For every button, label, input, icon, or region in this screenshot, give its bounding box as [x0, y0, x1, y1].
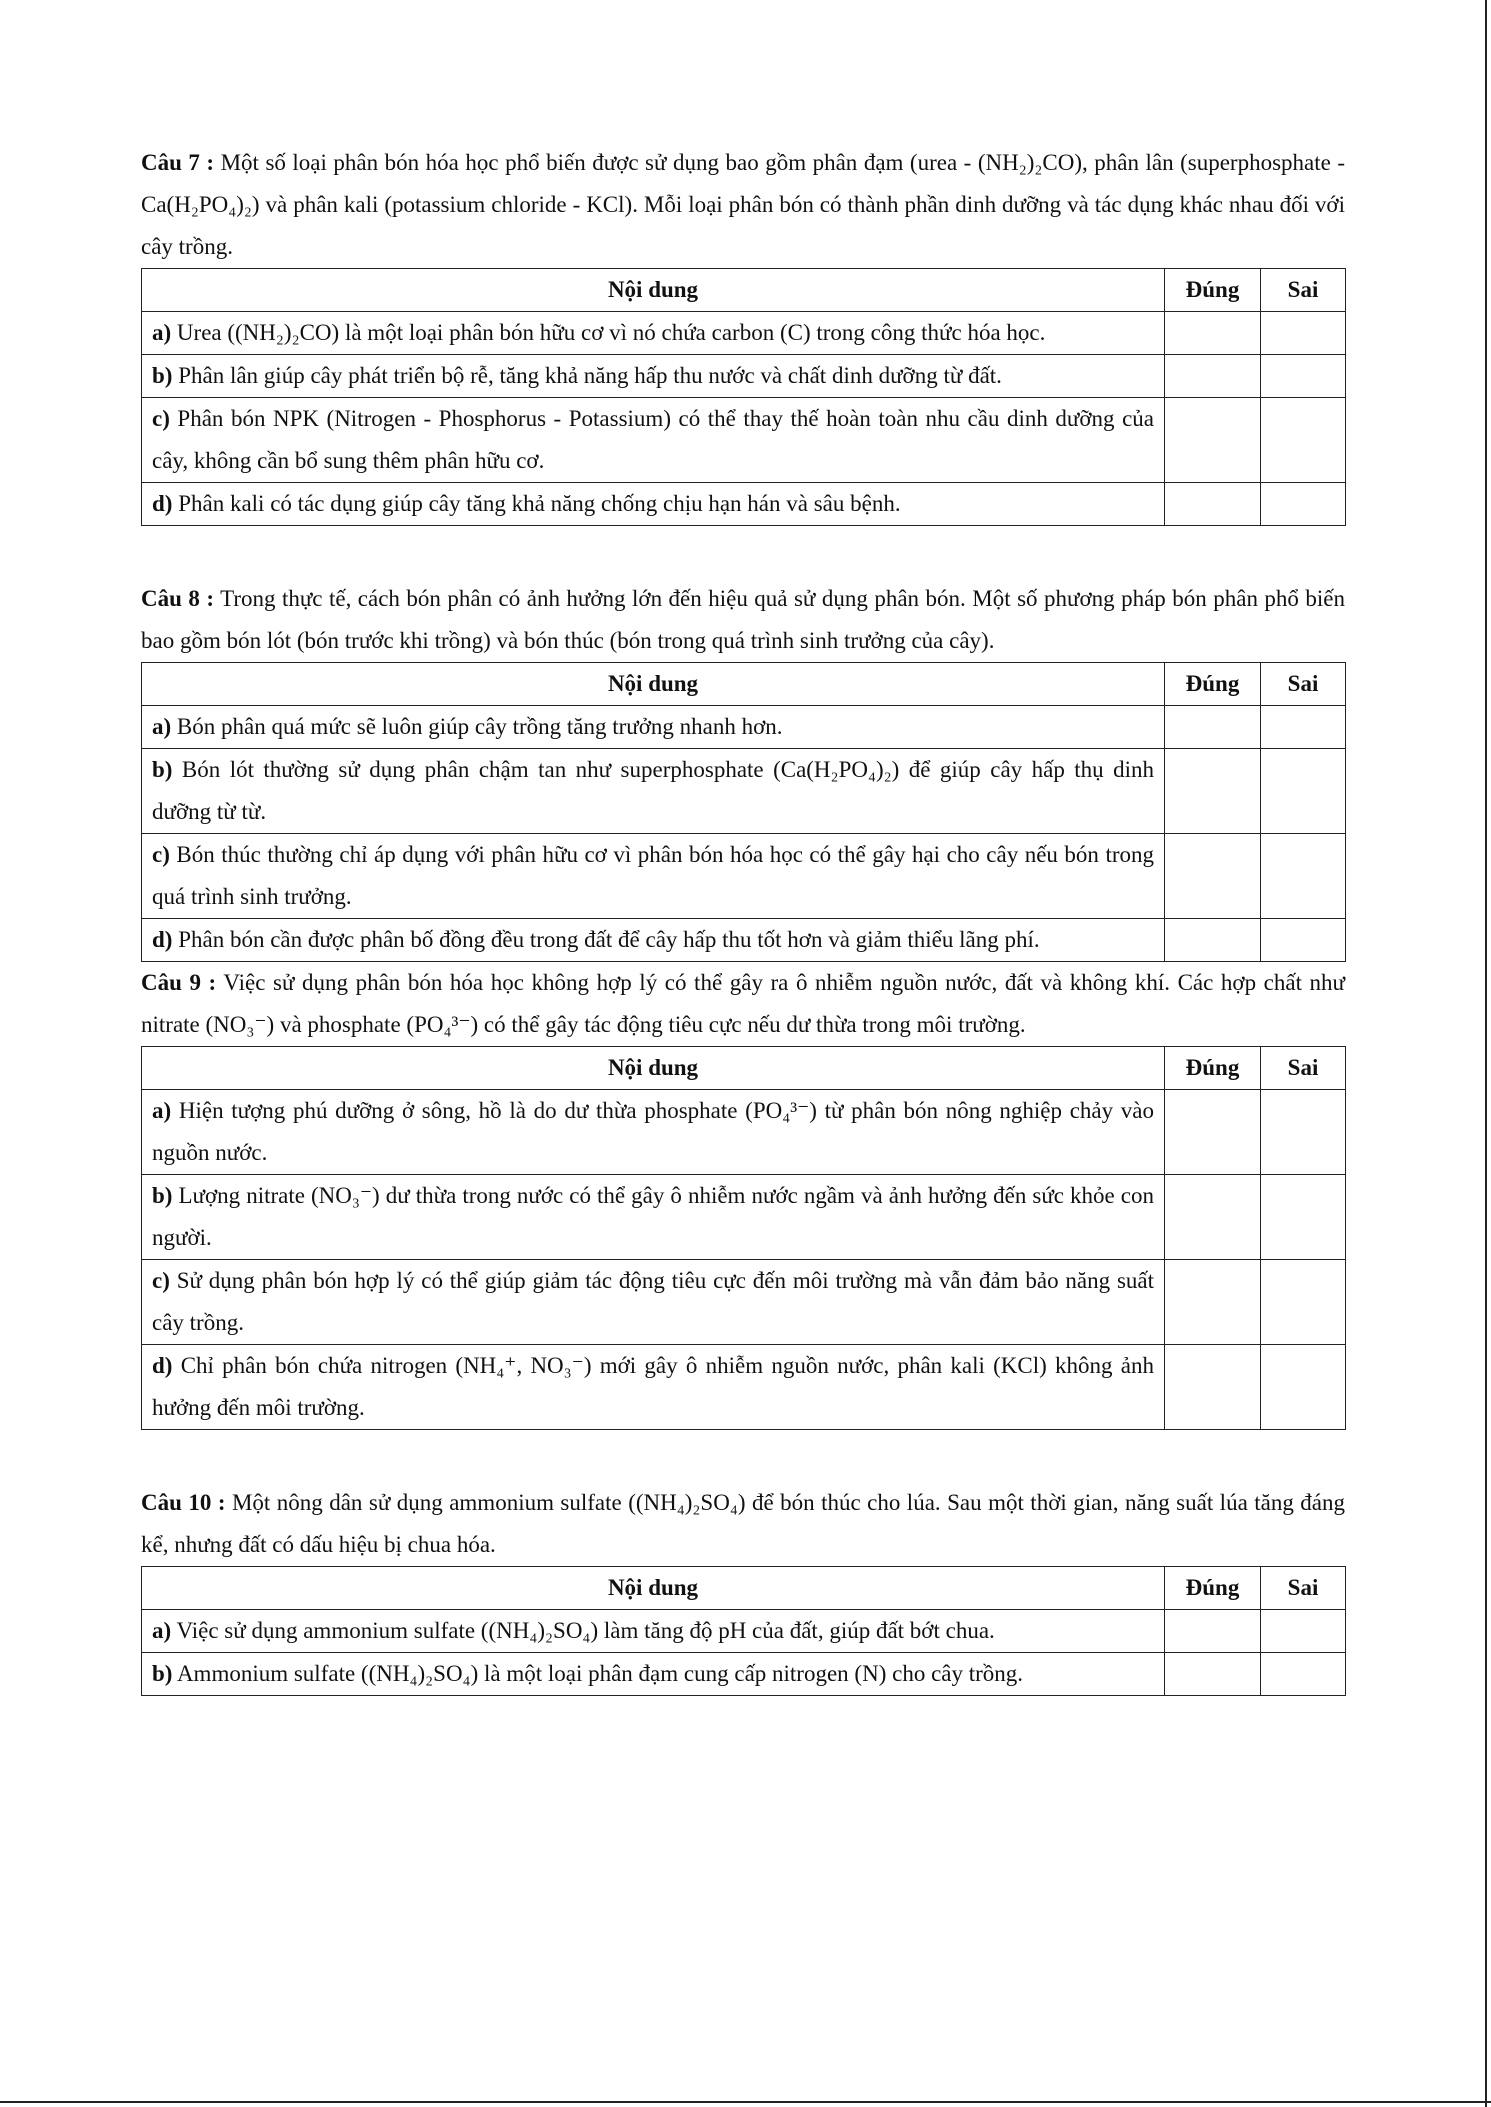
answer-false-cell[interactable] [1261, 1653, 1346, 1696]
statement-key: a) [152, 1098, 172, 1123]
header-true: Đúng [1165, 269, 1261, 312]
table-header-row [142, 269, 1346, 312]
table-row [142, 483, 1346, 526]
statement-text: Ammonium sulfate ((NH₄)₂SO₄) là một loại phân đạm cung cấp nitrogen (N) cho cây trồng. [176, 1661, 1024, 1686]
statement-cell [142, 1610, 1165, 1653]
statement-key: b) [152, 757, 173, 782]
question-7-table [141, 268, 1346, 526]
answer-true-cell[interactable] [1165, 1610, 1261, 1653]
statement-text: Bón lót thường sử dụng phân chậm tan như superphosphate (Ca(H₂PO₄)₂) để giúp cây hấp thụ dinh dưỡng từ từ. [152, 757, 1154, 824]
statement-text: Phân bón NPK (Nitrogen - Phosphorus - Potassium) có thể thay thế hoàn toàn nhu cầu dinh dưỡng của cây, không cần bổ sung thêm phân hữu cơ. [152, 406, 1155, 473]
question-9-table [141, 1046, 1346, 1430]
question-text: Trong thực tế, cách bón phân có ảnh hưởng lớn đến hiệu quả sử dụng phân bón. Một số phương pháp bón phân phổ biến bao gồm bón lót (bón trước khi trồng) và bón thúc (bón trong quá trình sinh trưởng của cây). [141, 586, 1345, 653]
statement-text: Urea ((NH₂)₂CO) là một loại phân bón hữu cơ vì nó chứa carbon (C) trong công thức hóa học. [176, 320, 1046, 345]
header-false: Sai [1261, 1567, 1346, 1610]
statement-cell [142, 398, 1165, 483]
question-10-stem [141, 1482, 1345, 1566]
statement-key: a) [152, 320, 172, 345]
statement-key: d) [152, 491, 173, 516]
statement-text: Sử dụng phân bón hợp lý có thể giúp giảm tác động tiêu cực đến môi trường mà vẫn đảm bảo năng suất cây trồng. [152, 1268, 1155, 1335]
answer-true-cell[interactable] [1165, 1345, 1261, 1430]
statement-text: Lượng nitrate (NO₃⁻) dư thừa trong nước có thể gây ô nhiễm nước ngầm và ảnh hưởng đến sức khỏe con người. [152, 1183, 1155, 1250]
question-8-stem [141, 578, 1345, 662]
answer-false-cell[interactable] [1261, 1260, 1346, 1345]
table-row [142, 1653, 1346, 1696]
statement-text: Phân bón cần được phân bố đồng đều trong đất để cây hấp thu tốt hơn và giảm thiểu lãng phí. [178, 927, 1040, 952]
statement-cell [142, 1260, 1165, 1345]
header-content: Nội dung [142, 1047, 1165, 1090]
question-8-table [141, 662, 1346, 962]
statement-text: Hiện tượng phú dưỡng ở sông, hồ là do dư thừa phosphate (PO₄³⁻) từ phân bón nông nghiệp chảy vào nguồn nước. [152, 1098, 1155, 1165]
answer-false-cell[interactable] [1261, 1610, 1346, 1653]
statement-key: d) [152, 927, 173, 952]
statement-text: Chỉ phân bón chứa nitrogen (NH₄⁺, NO₃⁻) mới gây ô nhiễm nguồn nước, phân kali (KCl) không ảnh hưởng đến môi trường. [152, 1353, 1154, 1420]
document-content [141, 142, 1345, 1696]
statement-text: Phân kali có tác dụng giúp cây tăng khả năng chống chịu hạn hán và sâu bệnh. [178, 491, 901, 516]
answer-true-cell[interactable] [1165, 749, 1261, 834]
table-row [142, 1610, 1346, 1653]
table-row [142, 312, 1346, 355]
question-text: Một nông dân sử dụng ammonium sulfate ((NH₄)₂SO₄) để bón thúc cho lúa. Sau một thời gian, năng suất lúa tăng đáng kể, nhưng đất có dấu hiệu bị chua hóa. [141, 1490, 1346, 1557]
statement-cell [142, 483, 1165, 526]
statement-cell [142, 919, 1165, 962]
table-row [142, 1175, 1346, 1260]
statement-key: a) [152, 1618, 172, 1643]
statement-key: c) [152, 842, 170, 867]
statement-key: b) [152, 363, 173, 388]
answer-true-cell[interactable] [1165, 483, 1261, 526]
table-row [142, 398, 1346, 483]
answer-true-cell[interactable] [1165, 355, 1261, 398]
question-label: Câu 8 : [141, 586, 215, 611]
answer-false-cell[interactable] [1261, 1175, 1346, 1260]
statement-text: Bón thúc thường chỉ áp dụng với phân hữu cơ vì phân bón hóa học có thể gây hại cho cây nếu bón trong quá trình sinh trưởng. [152, 842, 1154, 909]
answer-false-cell[interactable] [1261, 1345, 1346, 1430]
answer-true-cell[interactable] [1165, 919, 1261, 962]
header-content: Nội dung [142, 269, 1165, 312]
answer-false-cell[interactable] [1261, 749, 1346, 834]
answer-true-cell[interactable] [1165, 1175, 1261, 1260]
table-header-row [142, 1047, 1346, 1090]
page-edge-right [1485, 0, 1487, 2107]
answer-true-cell[interactable] [1165, 834, 1261, 919]
header-true: Đúng [1165, 663, 1261, 706]
table-row [142, 1090, 1346, 1175]
table-row [142, 1260, 1346, 1345]
statement-cell [142, 355, 1165, 398]
table-row [142, 749, 1346, 834]
statement-cell [142, 834, 1165, 919]
header-true: Đúng [1165, 1567, 1261, 1610]
answer-true-cell[interactable] [1165, 312, 1261, 355]
table-row [142, 355, 1346, 398]
answer-false-cell[interactable] [1261, 312, 1346, 355]
question-label: Câu 7 : [141, 150, 215, 175]
statement-cell [142, 1175, 1165, 1260]
header-content: Nội dung [142, 663, 1165, 706]
answer-true-cell[interactable] [1165, 1653, 1261, 1696]
statement-cell [142, 1090, 1165, 1175]
table-row [142, 1345, 1346, 1430]
header-true: Đúng [1165, 1047, 1261, 1090]
question-text: Một số loại phân bón hóa học phổ biến được sử dụng bao gồm phân đạm (urea - (NH₂)₂CO), phân lân (superphosphate - Ca(H₂PO₄)₂) và phân kali (potassium chloride - KCl). Mỗi loại phân bón có thành phần dinh dưỡng và tác dụng khác nhau đối với cây trồng. [141, 150, 1346, 259]
answer-false-cell[interactable] [1261, 355, 1346, 398]
answer-false-cell[interactable] [1261, 483, 1346, 526]
answer-true-cell[interactable] [1165, 1260, 1261, 1345]
statement-key: b) [152, 1661, 173, 1686]
answer-true-cell[interactable] [1165, 1090, 1261, 1175]
table-row [142, 919, 1346, 962]
answer-false-cell[interactable] [1261, 1090, 1346, 1175]
answer-false-cell[interactable] [1261, 834, 1346, 919]
header-content: Nội dung [142, 1567, 1165, 1610]
header-false: Sai [1261, 269, 1346, 312]
answer-true-cell[interactable] [1165, 706, 1261, 749]
question-label: Câu 9 : [141, 970, 217, 995]
statement-cell [142, 749, 1165, 834]
statement-cell [142, 1345, 1165, 1430]
table-row [142, 834, 1346, 919]
statement-key: a) [152, 714, 172, 739]
question-label: Câu 10 : [141, 1490, 226, 1515]
statement-text: Bón phân quá mức sẽ luôn giúp cây trồng tăng trưởng nhanh hơn. [176, 714, 783, 739]
question-9-stem [141, 962, 1345, 1046]
statement-text: Việc sử dụng ammonium sulfate ((NH₄)₂SO₄) làm tăng độ pH của đất, giúp đất bớt chua. [176, 1618, 995, 1643]
statement-cell [142, 706, 1165, 749]
answer-false-cell[interactable] [1261, 706, 1346, 749]
answer-false-cell[interactable] [1261, 398, 1346, 483]
page-edge-bottom [0, 2101, 1491, 2103]
answer-true-cell[interactable] [1165, 398, 1261, 483]
statement-cell [142, 312, 1165, 355]
statement-key: d) [152, 1353, 173, 1378]
question-text: Việc sử dụng phân bón hóa học không hợp lý có thể gây ra ô nhiễm nguồn nước, đất và không khí. Các hợp chất như nitrate (NO₃⁻) và phosphate (PO₄³⁻) có thể gây tác động tiêu cực nếu dư thừa trong môi trường. [141, 970, 1346, 1037]
question-10-table [141, 1566, 1346, 1696]
statement-cell [142, 1653, 1165, 1696]
table-row [142, 706, 1346, 749]
table-header-row [142, 1567, 1346, 1610]
question-7-stem [141, 142, 1345, 268]
statement-key: b) [152, 1183, 173, 1208]
statement-key: c) [152, 406, 170, 431]
statement-text: Phân lân giúp cây phát triển bộ rễ, tăng khả năng hấp thu nước và chất dinh dưỡng từ đất. [178, 363, 1002, 388]
header-false: Sai [1261, 1047, 1346, 1090]
answer-false-cell[interactable] [1261, 919, 1346, 962]
table-header-row [142, 663, 1346, 706]
header-false: Sai [1261, 663, 1346, 706]
statement-key: c) [152, 1268, 170, 1293]
